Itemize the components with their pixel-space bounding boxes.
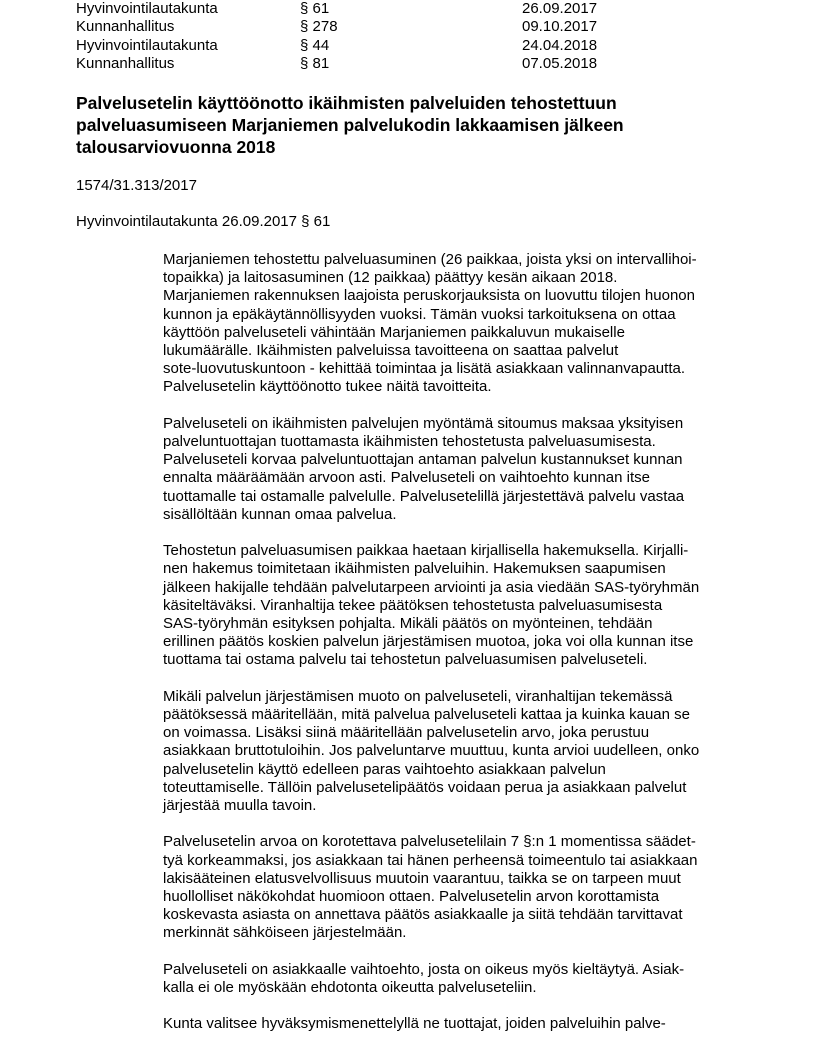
title-line: Palvelusetelin käyttöönotto ikäihmisten palveluiden tehostettuun	[76, 93, 617, 113]
text-line: on voimassa. Lisäksi siinä määritellään palvelusetelin arvo, joka perustuu	[163, 724, 650, 742]
text-line: Palvelusetelin käyttöönotto tukee näitä tavoitteita.	[163, 378, 492, 396]
text-line: ennalta määräämään arvoon asti. Palveluseteli on vaihtoehto kunnan itse	[163, 469, 650, 487]
text-line: palvelusetelin käyttö edelleen paras vaihtoehto asiakkaan palvelun	[163, 760, 606, 778]
history-date: 09.10.2017	[522, 18, 598, 36]
text-line: Marjaniemen rakennuksen laajoista peruskorjauksista on luovuttu tilojen huonon	[163, 287, 695, 305]
document-title	[76, 92, 716, 158]
text-line: toteuttamiselle. Tällöin palvelusetelipäätös voidaan perua ja asiakkaan palvelut	[163, 778, 687, 796]
history-body: Kunnanhallitus	[76, 54, 175, 72]
history-row	[76, 55, 616, 73]
history-row	[76, 37, 616, 55]
text-line: palveluntuottajan tuottamasta ikäihmisten tehostetusta palveluasumisesta.	[163, 433, 656, 451]
reference-number: 1574/31.313/2017	[76, 177, 197, 194]
text-line: Palvelusetelin arvoa on korotettava palvelusetelilain 7 §:n 1 momentissa säädet-	[163, 833, 696, 851]
text-line: lakisääteinen elatusvelvollisuus muutoin vaarantuu, taikka se on tarpeen muut	[163, 869, 681, 887]
text-line: Palveluseteli korvaa palveluntuottajan antaman palvelun kustannukset kunnan	[163, 451, 683, 469]
text-line: Marjaniemen tehostettu palveluasuminen (26 paikkaa, joista yksi on intervallihoi-	[163, 251, 697, 268]
text-line: merkinnät sähköiseen järjestelmään.	[163, 924, 407, 942]
text-line: kunnon ja epäkäytännöllisyyden vuoksi. Tämän vuoksi tarkoituksena on ottaa	[163, 305, 676, 323]
text-line: Palveluseteli on ikäihmisten palvelujen myöntämä sitoumus maksaa yksityisen	[163, 414, 684, 432]
text-line: asiakkaan bruttotuloihin. Jos palveluntarve muuttuu, kunta arvioi uudelleen, onko	[163, 742, 700, 760]
paragraph	[163, 542, 743, 669]
history-section: § 44	[300, 36, 330, 54]
history-section: § 61	[300, 0, 330, 17]
paragraph	[163, 961, 743, 997]
text-line: tuottamalle tai ostamalle palvelulle. Palvelusetelillä järjestettävä palvelu vastaa	[163, 487, 685, 505]
text-line: erillinen päätös koskien palvelun järjestämisen muotoa, joka voi olla kunnan itse	[163, 633, 694, 651]
history-date: 07.05.2018	[522, 54, 598, 72]
history-row	[76, 0, 616, 18]
history-date: 24.04.2018	[522, 36, 598, 54]
text-line: koskevasta asiasta on annettava päätös asiakkaalle ja siitä tehdään tarvittavat	[163, 906, 683, 924]
document-body	[163, 251, 743, 1052]
text-line: Mikäli palvelun järjestämisen muoto on palveluseteli, viranhaltijan tekemässä	[163, 687, 673, 705]
paragraph	[163, 833, 743, 942]
history-row	[76, 18, 616, 36]
text-line: tuottama tai ostama palvelu tai tehostetun palveluasumisen palveluseteli.	[163, 651, 648, 669]
text-line: sote-luovutuskuntoon - kehittää toimintaa ja lisätä asiakkaan valinnanvapautta.	[163, 360, 685, 378]
paragraph	[163, 251, 743, 397]
text-line: Kunta valitsee hyväksymismenettelyllä ne tuottajat, joiden palveluihin palve-	[163, 1015, 666, 1033]
text-line: jälkeen hakijalle tehdään palvelutarpeen arviointi ja asia viedään SAS-työryhmän	[163, 578, 700, 596]
history-body: Hyvinvointilautakunta	[76, 36, 218, 54]
text-line: päätöksessä määritellään, mitä palvelua palveluseteli kattaa ja kuinka kauan se	[163, 706, 690, 724]
text-line: kalla ei ole myöskään ehdotonta oikeutta palveluseteliin.	[163, 979, 537, 997]
text-line: tyä korkeammaksi, jos asiakkaan tai hänen perheensä toimeentulo tai asiakkaan	[163, 851, 698, 869]
text-line: Palveluseteli on asiakkaalle vaihtoehto, josta on oikeus myös kieltäytyä. Asiak-	[163, 960, 685, 978]
history-body: Hyvinvointilautakunta	[76, 0, 218, 17]
history-body: Kunnanhallitus	[76, 18, 175, 36]
text-line: käyttöön palveluseteli vähintään Marjaniemen paikkaluvun mukaiselle	[163, 323, 625, 341]
paragraph	[163, 415, 743, 524]
history-date: 26.09.2017	[522, 0, 598, 17]
text-line: käsiteltäväksi. Viranhaltija tekee päätöksen tehostetusta palveluasumisesta	[163, 596, 663, 614]
history-section: § 278	[300, 18, 338, 36]
title-line: talousarviovuonna 2018	[76, 137, 276, 157]
paragraph	[163, 1015, 743, 1033]
text-line: järjestää muulla tavoin.	[163, 797, 317, 815]
text-line: topaikka) ja laitosasuminen (12 paikkaa) päättyy kesän aikaan 2018.	[163, 269, 618, 287]
handling-history-table	[76, 0, 616, 73]
paragraph	[163, 688, 743, 815]
text-line: Tehostetun palveluasumisen paikkaa haetaan kirjallisella hakemuksella. Kirjalli-	[163, 542, 689, 560]
text-line: sisällöltään kunnan omaa palvelua.	[163, 505, 397, 523]
title-line: palveluasumiseen Marjaniemen palvelukodin lakkaamisen jälkeen	[76, 115, 624, 135]
text-line: lukumäärälle. Ikäihmisten palveluissa tavoitteena on saattaa palvelut	[163, 342, 619, 360]
text-line: nen hakemus toimitetaan ikäihmisten palveluihin. Hakemuksen saapumisen	[163, 560, 666, 578]
text-line: SAS-työryhmän esityksen pohjalta. Mikäli päätös on myönteinen, tehdään	[163, 615, 653, 633]
history-section: § 81	[300, 54, 330, 72]
text-line: huollolliset näkökohdat huomioon ottaen. Palvelusetelin arvon korottamista	[163, 888, 660, 906]
meeting-line: Hyvinvointilautakunta 26.09.2017 § 61	[76, 213, 331, 230]
